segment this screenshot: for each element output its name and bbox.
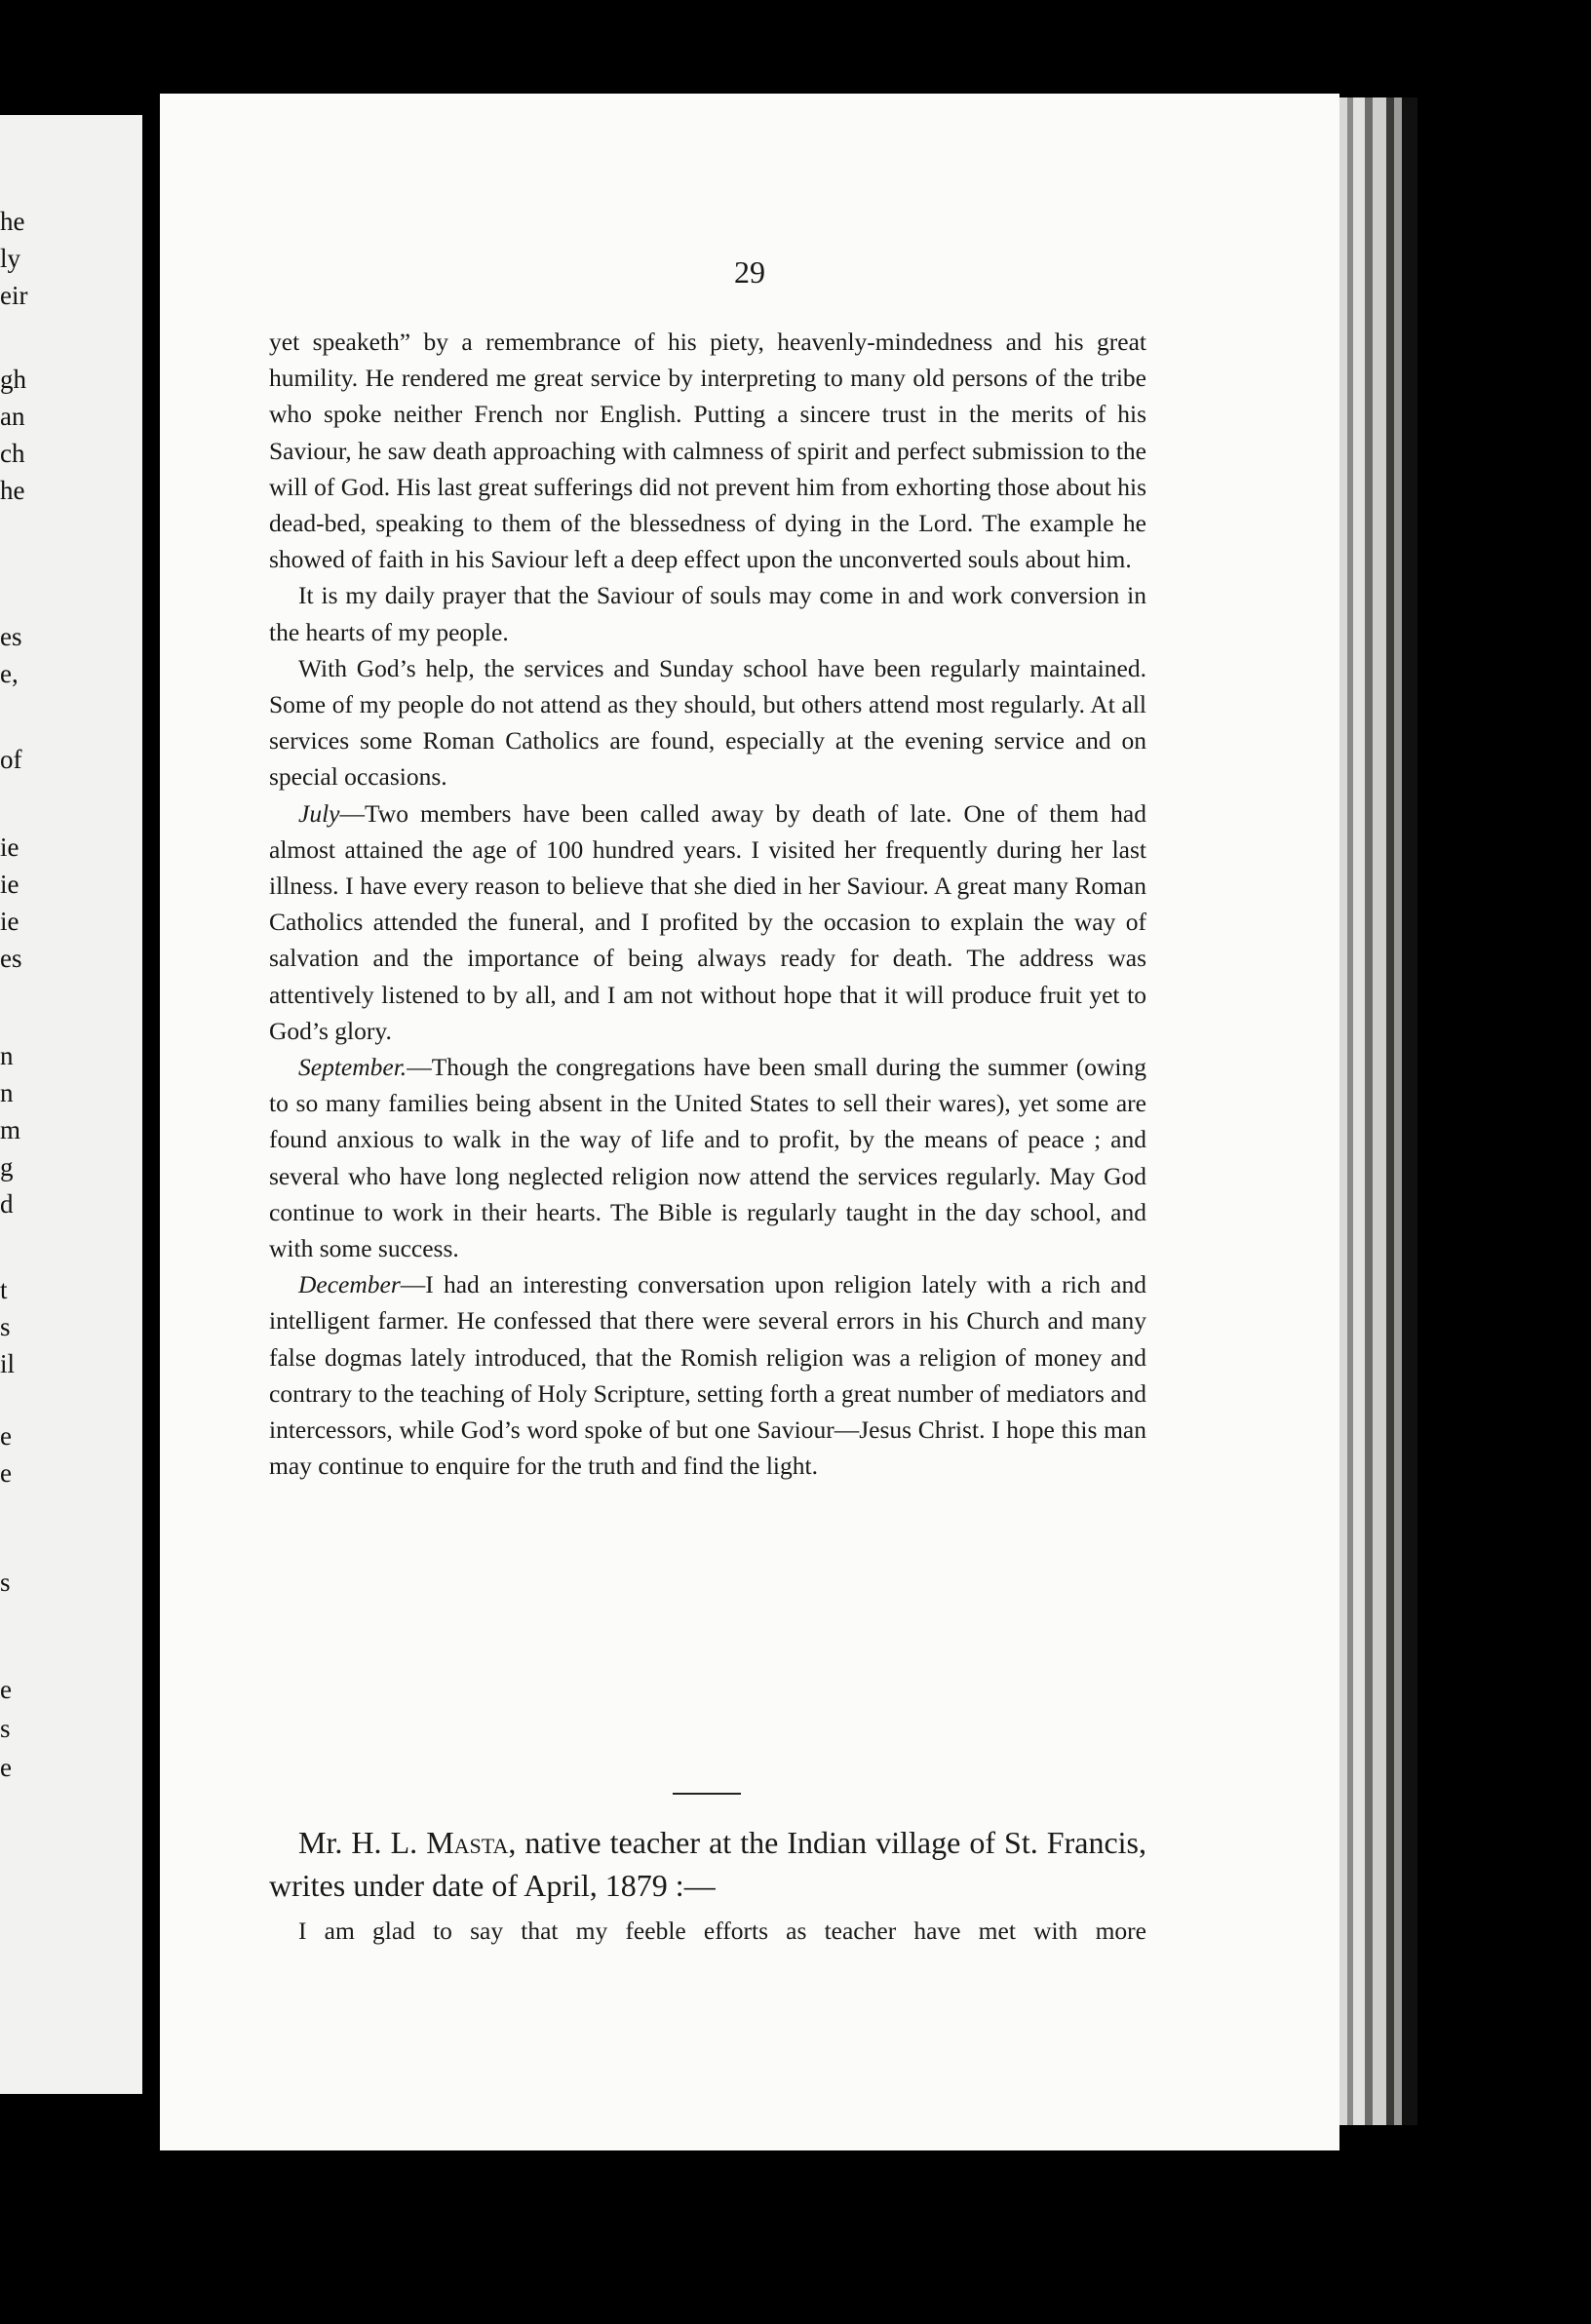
left-page-fragment: il bbox=[0, 1349, 16, 1378]
left-page-fragment: d bbox=[0, 1189, 14, 1219]
left-page-fragment: n bbox=[0, 1041, 14, 1070]
left-page-fragment: t bbox=[0, 1275, 8, 1304]
left-page-fragment: he bbox=[0, 476, 25, 505]
book-gutter bbox=[142, 97, 162, 2145]
left-page-fragment: e, bbox=[0, 659, 19, 688]
paragraph-lead: December bbox=[298, 1270, 401, 1299]
left-page-fragment: ie bbox=[0, 833, 19, 862]
left-page-fragment: n bbox=[0, 1078, 14, 1107]
page-number: 29 bbox=[734, 254, 765, 290]
heading-prefix: Mr. H. L. bbox=[298, 1825, 427, 1860]
left-page-fragment: s bbox=[0, 1714, 11, 1743]
section-divider bbox=[673, 1793, 741, 1795]
left-page-fragment: m bbox=[0, 1115, 21, 1144]
paragraph-lead: September. bbox=[298, 1053, 407, 1082]
left-page-fragment: of bbox=[0, 745, 22, 774]
left-page-edge bbox=[0, 115, 142, 2094]
left-page-fragment: ly bbox=[0, 244, 21, 273]
left-page-fragment: e bbox=[0, 1458, 12, 1488]
heading-rest: , native teacher at the Indian village of St. Francis, writes under date of April, 1879 :— bbox=[269, 1825, 1146, 1903]
paragraph-text: It is my daily prayer that the Saviour of souls may come in and work conversion in the hearts of my people. bbox=[269, 581, 1146, 646]
paragraph-services bbox=[269, 650, 1146, 795]
paragraph-july bbox=[269, 795, 1146, 1049]
paragraph-text: —Two members have been called away by death of late. One of them had almost attained the age of 100 hundred years. I visited her frequently during her last illness. I have every reason to believe that she died in her Saviour. A great many Roman Catholics attended the funeral, and I profited by the occasion to explain the way of salvation and the importance of being always ready for death. The address was attentively listened to by all, and I am not without hope that it will produce fruit yet to God’s glory. bbox=[269, 798, 1146, 1045]
left-page-fragment: an bbox=[0, 402, 25, 431]
left-page-fragment: s bbox=[0, 1568, 11, 1597]
left-page-fragment: es bbox=[0, 622, 22, 651]
left-page-fragment: ch bbox=[0, 439, 25, 468]
left-page-fragment: es bbox=[0, 944, 22, 973]
left-page-fragment: gh bbox=[0, 365, 26, 394]
heading-name: Masta bbox=[426, 1825, 509, 1860]
letter-first-line: I am glad to say that my feeble efforts as teacher have met with more bbox=[298, 1917, 1146, 1945]
paragraph-text: yet speaketh” by a remembrance of his piety, heavenly-mindedness and his great humility. He rendered me great service by interpreting to many old persons of the tribe who spoke neither French nor English. Putting a sincere trust in the merits of his Saviour, he saw death approaching with calmness of spirit and perfect submission to the will of God. His last great sufferings did not prevent him from exhorting those about his dead-bed, speaking to them of the blessedness of dying in the Lord. The example he showed of faith in his Saviour left a deep effect upon the unconverted souls about him. bbox=[269, 328, 1146, 574]
paragraph-continuation bbox=[269, 324, 1146, 577]
right-page bbox=[160, 94, 1339, 2150]
section-heading bbox=[269, 1821, 1146, 1907]
left-page-fragment: he bbox=[0, 207, 25, 236]
left-page-fragment: e bbox=[0, 1421, 12, 1451]
left-page-fragment: g bbox=[0, 1152, 14, 1181]
paragraph-prayer bbox=[269, 577, 1146, 649]
paragraph-lead: July bbox=[298, 798, 340, 828]
page-stack-edges bbox=[1339, 97, 1417, 2125]
paragraph-text: —I had an interesting conversation upon religion lately with a rich and intelligent farmer. He confessed that there were several errors in his Church and many false dogmas lately introduced, that the Romish religion was a religion of money and contrary to the teaching of Holy Scripture, setting forth a great number of mediators and intercessors, while God’s word spoke of but one Saviour—Jesus Christ. I hope this man may continue to enquire for the truth and find the light. bbox=[269, 1270, 1147, 1481]
left-page-fragment: e bbox=[0, 1753, 12, 1782]
left-page-fragment: ie bbox=[0, 870, 19, 899]
paragraph-text: With God’s help, the services and Sunday school have been regularly maintained. Some of my people do not attend as they should, but others attend most regularly. At all services some Roman Catholics are found, especially at the evening service and on special occasions. bbox=[269, 653, 1146, 792]
paragraph-december bbox=[269, 1266, 1146, 1484]
left-page-fragment: e bbox=[0, 1675, 12, 1704]
paragraph-september bbox=[269, 1049, 1146, 1266]
body-text bbox=[269, 324, 1146, 1485]
paragraph-text: —Though the congregations have been small during the summer (owing to so many families being absent in the United States to sell their wares), yet some are found anxious to walk in the way of life and to profit, by the means of peace ; and several who have long neglected religion now attend the services regularly. May God continue to work in their hearts. The Bible is regularly taught in the day school, and with some success. bbox=[269, 1053, 1146, 1263]
left-page-fragment: eir bbox=[0, 281, 28, 310]
left-page-fragment: s bbox=[0, 1312, 11, 1341]
left-page-fragment: ie bbox=[0, 907, 19, 936]
